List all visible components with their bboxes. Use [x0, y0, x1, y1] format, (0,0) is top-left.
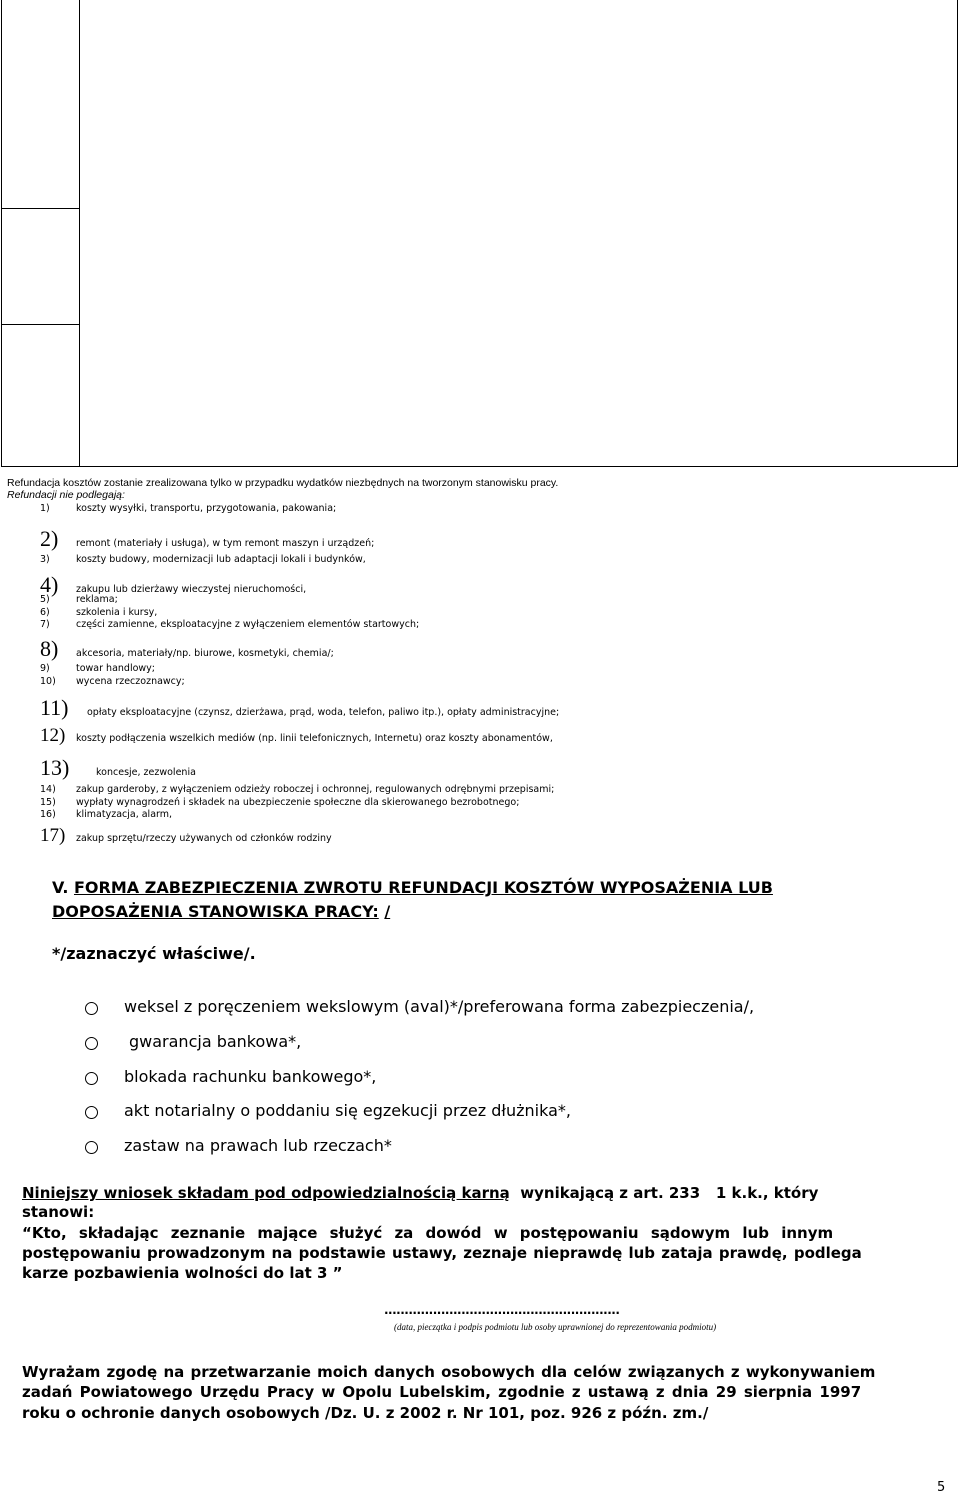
declaration-quote-2: postępowaniu prowadzonym na podstawie ustawy, zeznaje nieprawdę lub zataja prawdę, podlega [22, 1244, 862, 1262]
list-item: 2) remont (materiały i usługa), w tym remont maszyn i urządzeń; [40, 526, 375, 551]
option-zastaw[interactable]: zastaw na prawach lub rzeczach* [85, 1136, 392, 1155]
table-row-divider [2, 208, 80, 209]
consent-line-3: roku o ochronie danych osobowych /Dz. U. z 2002 r. Nr 101, poz. 926 z późn. zm./ [22, 1404, 709, 1422]
option-gwarancja[interactable]: gwarancja bankowa*, [85, 1032, 301, 1051]
table-column-divider [79, 0, 80, 466]
radio-circle-icon[interactable] [85, 1037, 98, 1050]
list-item: 7) części zamienne, eksploatacyjne z wyłączeniem elementów startowych; [40, 619, 420, 630]
list-item: 3) koszty budowy, modernizacji lub adaptacji lokali i budynków, [40, 554, 366, 565]
page-number: 5 [937, 1480, 946, 1495]
option-weksel[interactable]: weksel z poręczeniem wekslowym (aval)*/preferowana forma zabezpieczenia/, [85, 997, 754, 1016]
radio-circle-icon[interactable] [85, 1002, 98, 1015]
declaration-line-1: Niniejszy wniosek składam pod odpowiedzialnością karną wynikającą z art. 233 1 k.k., który [22, 1184, 819, 1202]
list-item: 6) szkolenia i kursy, [40, 607, 158, 618]
list-item: 4) zakupu lub dzierżawy wieczystej nieruchomości, [40, 572, 307, 597]
intro-line-2: Refundacji nie podlegają: [7, 489, 125, 501]
declaration-quote-3: karze pozbawienia wolności do lat 3 ” [22, 1264, 343, 1282]
signature-line: .......................................................... [384, 1303, 620, 1317]
section-title-line-2: DOPOSAŻENIA STANOWISKA PRACY: / [52, 902, 391, 921]
radio-circle-icon[interactable] [85, 1141, 98, 1154]
list-item: 8) akcesoria, materiały/np. biurowe, kosmetyki, chemia/; [40, 636, 334, 661]
radio-circle-icon[interactable] [85, 1106, 98, 1119]
intro-line: Refundacja kosztów zostanie zrealizowana tylko w przypadku wydatków niezbędnych na tworzonym stanowisku pracy. [7, 477, 559, 489]
list-item: 16) klimatyzacja, alarm, [40, 809, 173, 820]
list-item: 17) zakup sprzętu/rzeczy używanych od członków rodziny [40, 825, 332, 846]
list-item: 13) koncesje, zezwolenia [40, 755, 196, 780]
consent-line-2: zadań Powiatowego Urzędu Pracy w Opolu Lubelskim, zgodnie z ustawą z dnia 29 sierpnia 1997 [22, 1383, 862, 1401]
list-item: 9) towar handlowy; [40, 663, 155, 674]
list-item: 11) opłaty eksploatacyjne (czynsz, dzierżawa, prąd, woda, telefon, paliwo itp.), opłaty administracyjne; [40, 695, 560, 720]
list-item: 10) wycena rzeczoznawcy; [40, 676, 185, 687]
list-item: 12) koszty podłączenia wszelkich mediów (np. linii telefonicznych, Internetu) oraz koszty abonamentów, [40, 725, 553, 746]
section-instruction: */zaznaczyć właściwe/. [52, 944, 256, 963]
list-item: 14) zakup garderoby, z wyłączeniem odzieży roboczej i ochronnej, regulowanych odrębnymi przepisami; [40, 784, 555, 795]
option-blokada[interactable]: blokada rachunku bankowego*, [85, 1067, 376, 1086]
consent-line-1: Wyrażam zgodę na przetwarzanie moich danych osobowych dla celów związanych z wykonywaniem [22, 1363, 876, 1381]
list-item: 5) reklama; [40, 594, 118, 605]
declaration-quote-1: “Kto, składając zeznanie mające służyć za dowód w postępowaniu sądowym lub innym [22, 1224, 834, 1242]
section-title: V. FORMA ZABEZPIECZENIA ZWROTU REFUNDACJI KOSZTÓW WYPOSAŻENIA LUB [52, 878, 773, 897]
list-item: 1) koszty wysyłki, transportu, przygotowania, pakowania; [40, 503, 337, 514]
declaration-line-2: stanowi: [22, 1203, 95, 1221]
list-item: 15) wypłaty wynagrodzeń i składek na ubezpieczenie społeczne dla skierowanego bezrobotnego; [40, 797, 520, 808]
signature-caption: (data, pieczątka i podpis podmiotu lub osoby uprawnionej do reprezentowania podmiotu) [394, 1322, 717, 1332]
option-akt-notarialny[interactable]: akt notarialny o poddaniu się egzekucji przez dłużnika*, [85, 1101, 571, 1120]
radio-circle-icon[interactable] [85, 1072, 98, 1085]
top-table [1, 0, 958, 467]
table-row-divider [2, 324, 80, 325]
